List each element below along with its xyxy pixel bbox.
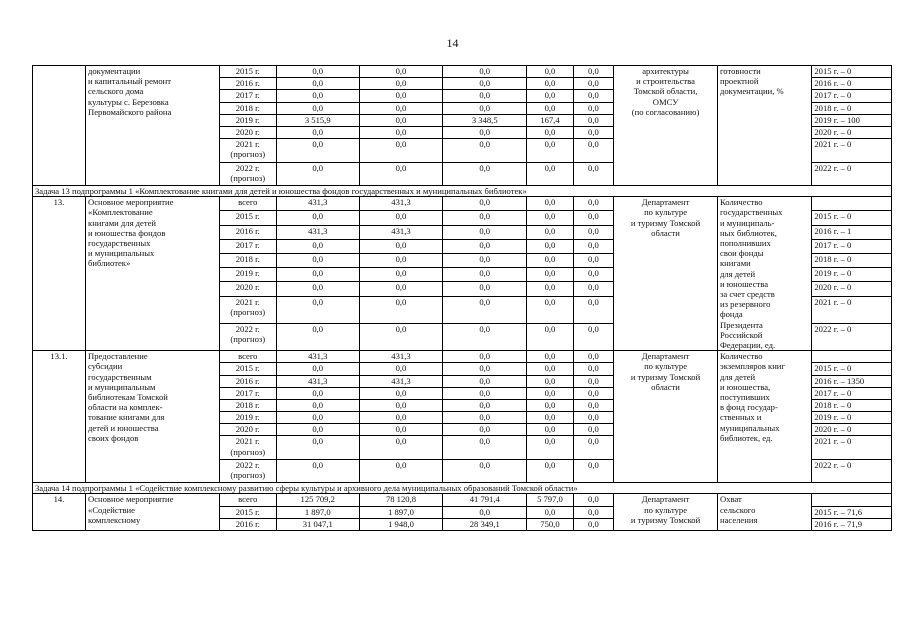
amount-cell-3: 0,0 (443, 459, 527, 482)
amount-cell-4: 0,0 (527, 239, 574, 253)
table-body (33, 66, 892, 531)
year-cell: 2018 г. (219, 102, 276, 114)
year-cell: 2020 г. (219, 282, 276, 296)
year-cell: 2016 г. (219, 375, 276, 387)
year-cell: 2018 г. (219, 399, 276, 411)
amount-cell-1: 0,0 (276, 162, 359, 185)
amount-cell-1: 431,3 (276, 375, 359, 387)
amount-cell-3: 3 348,5 (443, 114, 527, 126)
amount-cell-5: 0,0 (573, 102, 613, 114)
amount-cell-2: 78 120,8 (359, 494, 443, 506)
amount-cell-3: 0,0 (443, 424, 527, 436)
year-cell: 2020 г. (219, 424, 276, 436)
amount-cell-1: 125 709,2 (276, 494, 359, 506)
amount-cell-4: 0,0 (527, 282, 574, 296)
year-cell: 2017 г. (219, 387, 276, 399)
amount-cell-5: 0,0 (573, 424, 613, 436)
amount-cell-2: 0,0 (359, 211, 443, 225)
amount-cell-5: 0,0 (573, 90, 613, 102)
amount-cell-5: 0,0 (573, 239, 613, 253)
amount-cell-3: 0,0 (443, 211, 527, 225)
amount-cell-5: 0,0 (573, 459, 613, 482)
amount-cell-1: 0,0 (276, 436, 359, 459)
year-cell: 2020 г. (219, 126, 276, 138)
amount-cell-4: 0,0 (527, 323, 574, 350)
amount-cell-4: 5 797,0 (527, 494, 574, 506)
year-cell: всего (219, 197, 276, 211)
year-cell: всего (219, 494, 276, 506)
amount-cell-4: 0,0 (527, 126, 574, 138)
indicator-target: 2019 г. – 100 (812, 114, 892, 126)
indicator-target: 2022 г. – 0 (812, 459, 892, 482)
indicator-target: 2022 г. – 0 (812, 323, 892, 350)
amount-cell-1: 0,0 (276, 239, 359, 253)
year-cell: 2017 г. (219, 90, 276, 102)
amount-cell-1: 0,0 (276, 253, 359, 267)
amount-cell-4: 0,0 (527, 351, 574, 363)
indicator-name: готовности проектной документации, % (718, 66, 812, 186)
amount-cell-3: 0,0 (443, 90, 527, 102)
amount-cell-1: 0,0 (276, 399, 359, 411)
amount-cell-2: 0,0 (359, 436, 443, 459)
amount-cell-2: 0,0 (359, 296, 443, 323)
executor: архитектуры и строительства Томской области, ОМСУ (по согласованию) (614, 66, 718, 186)
indicator-target: 2016 г. – 1 (812, 225, 892, 239)
table-row (33, 66, 892, 78)
amount-cell-5: 0,0 (573, 66, 613, 78)
amount-cell-5: 0,0 (573, 282, 613, 296)
year-cell: 2019 г. (219, 412, 276, 424)
amount-cell-3: 0,0 (443, 375, 527, 387)
amount-cell-5: 0,0 (573, 436, 613, 459)
amount-cell-3: 0,0 (443, 139, 527, 162)
indicator-target: 2021 г. – 0 (812, 436, 892, 459)
amount-cell-4: 0,0 (527, 78, 574, 90)
indicator-target: 2019 г. – 0 (812, 412, 892, 424)
amount-cell-3: 0,0 (443, 296, 527, 323)
amount-cell-2: 0,0 (359, 363, 443, 375)
indicator-name: Количество экземпляров книг для детей и юношества, поступивших в фонд государ- ственных и муниципальных библиотек, ед. (718, 351, 812, 483)
indicator-target: 2020 г. – 0 (812, 282, 892, 296)
amount-cell-1: 0,0 (276, 268, 359, 282)
indicator-target: 2021 г. – 0 (812, 296, 892, 323)
amount-cell-2: 0,0 (359, 78, 443, 90)
amount-cell-4: 0,0 (527, 225, 574, 239)
amount-cell-5: 0,0 (573, 494, 613, 506)
amount-cell-2: 0,0 (359, 139, 443, 162)
amount-cell-2: 0,0 (359, 162, 443, 185)
indicator-target: 2020 г. – 0 (812, 424, 892, 436)
amount-cell-5: 0,0 (573, 296, 613, 323)
amount-cell-3: 0,0 (443, 66, 527, 78)
indicator-target: 2016 г. – 71,9 (812, 518, 892, 530)
year-cell: 2015 г. (219, 506, 276, 518)
amount-cell-3: 0,0 (443, 282, 527, 296)
amount-cell-4: 0,0 (527, 102, 574, 114)
amount-cell-5: 0,0 (573, 78, 613, 90)
amount-cell-4: 0,0 (527, 139, 574, 162)
amount-cell-4: 0,0 (527, 363, 574, 375)
amount-cell-2: 0,0 (359, 66, 443, 78)
indicator-target: 2018 г. – 0 (812, 399, 892, 411)
amount-cell-2: 0,0 (359, 412, 443, 424)
executor: Департамент по культуре и туризму Томской области (614, 351, 718, 483)
year-cell: 2022 г. (прогноз) (219, 323, 276, 350)
amount-cell-4: 0,0 (527, 253, 574, 267)
amount-cell-5: 0,0 (573, 363, 613, 375)
amount-cell-2: 431,3 (359, 225, 443, 239)
amount-cell-4: 0,0 (527, 197, 574, 211)
amount-cell-2: 431,3 (359, 351, 443, 363)
indicator-target: 2022 г. – 0 (812, 162, 892, 185)
amount-cell-5: 0,0 (573, 139, 613, 162)
task-title: Задача 14 подпрограммы 1 «Содействие комплексному развитию сферы культуры и архивного дела муниципальных образований Томской области» (33, 483, 892, 494)
indicator-name: Охват сельского населения (718, 494, 812, 531)
amount-cell-1: 3 515,9 (276, 114, 359, 126)
amount-cell-3: 0,0 (443, 239, 527, 253)
amount-cell-3: 41 791,4 (443, 494, 527, 506)
amount-cell-5: 0,0 (573, 253, 613, 267)
amount-cell-2: 431,3 (359, 375, 443, 387)
amount-cell-5: 0,0 (573, 225, 613, 239)
amount-cell-3: 0,0 (443, 102, 527, 114)
amount-cell-5: 0,0 (573, 162, 613, 185)
amount-cell-3: 0,0 (443, 253, 527, 267)
amount-cell-2: 1 897,0 (359, 506, 443, 518)
amount-cell-4: 0,0 (527, 296, 574, 323)
amount-cell-1: 0,0 (276, 211, 359, 225)
amount-cell-4: 0,0 (527, 375, 574, 387)
year-cell: 2021 г. (прогноз) (219, 436, 276, 459)
amount-cell-4: 0,0 (527, 66, 574, 78)
amount-cell-4: 0,0 (527, 268, 574, 282)
indicator-target: 2015 г. – 0 (812, 211, 892, 225)
year-cell: 2018 г. (219, 253, 276, 267)
amount-cell-5: 0,0 (573, 518, 613, 530)
amount-cell-2: 431,3 (359, 197, 443, 211)
event-name: Основное мероприятие «Содействие комплексному (86, 494, 220, 531)
amount-cell-4: 0,0 (527, 387, 574, 399)
amount-cell-4: 0,0 (527, 162, 574, 185)
amount-cell-1: 0,0 (276, 412, 359, 424)
year-cell: всего (219, 351, 276, 363)
indicator-target: 2017 г. – 0 (812, 239, 892, 253)
amount-cell-5: 0,0 (573, 387, 613, 399)
amount-cell-4: 0,0 (527, 399, 574, 411)
executor: Департамент по культуре и туризму Томской (614, 494, 718, 531)
amount-cell-3: 0,0 (443, 363, 527, 375)
amount-cell-1: 0,0 (276, 90, 359, 102)
amount-cell-3: 0,0 (443, 412, 527, 424)
amount-cell-5: 0,0 (573, 412, 613, 424)
table-row (33, 494, 892, 506)
amount-cell-3: 28 349,1 (443, 518, 527, 530)
amount-cell-1: 0,0 (276, 78, 359, 90)
year-cell: 2015 г. (219, 66, 276, 78)
indicator-target (812, 351, 892, 363)
amount-cell-2: 0,0 (359, 424, 443, 436)
amount-cell-2: 0,0 (359, 323, 443, 350)
year-cell: 2021 г. (прогноз) (219, 139, 276, 162)
amount-cell-1: 0,0 (276, 139, 359, 162)
event-name: Предоставление субсидии государственным и муниципальным библиотекам Томской области на комплек- тование книгами для детей и юношества своих фондов (86, 351, 220, 483)
amount-cell-5: 0,0 (573, 506, 613, 518)
amount-cell-4: 0,0 (527, 211, 574, 225)
indicator-target: 2016 г. – 0 (812, 78, 892, 90)
indicator-target (812, 494, 892, 506)
task-title: Задача 13 подпрограммы 1 «Комплектование книгами для детей и юношества фондов государственных и муниципальных библиотек» (33, 185, 892, 196)
amount-cell-3: 0,0 (443, 225, 527, 239)
amount-cell-4: 0,0 (527, 459, 574, 482)
amount-cell-4: 0,0 (527, 424, 574, 436)
year-cell: 2016 г. (219, 518, 276, 530)
amount-cell-1: 0,0 (276, 387, 359, 399)
indicator-target: 2018 г. – 0 (812, 253, 892, 267)
amount-cell-2: 0,0 (359, 114, 443, 126)
amount-cell-2: 0,0 (359, 253, 443, 267)
indicator-target: 2017 г. – 0 (812, 387, 892, 399)
indicator-target: 2020 г. – 0 (812, 126, 892, 138)
indicator-target: 2019 г. – 0 (812, 268, 892, 282)
amount-cell-1: 431,3 (276, 351, 359, 363)
table-row (33, 351, 892, 363)
year-cell: 2021 г. (прогноз) (219, 296, 276, 323)
amount-cell-4: 0,0 (527, 506, 574, 518)
amount-cell-2: 0,0 (359, 239, 443, 253)
indicator-target: 2021 г. – 0 (812, 139, 892, 162)
page-number: 14 (446, 36, 459, 50)
event-name: документации и капитальный ремонт сельского дома культуры с. Березовка Первомайского района (86, 66, 220, 186)
amount-cell-2: 0,0 (359, 282, 443, 296)
event-name: Основное мероприятие «Комплектование книгами для детей и юношества фондов государственных и муниципальных библиотек» (86, 197, 220, 351)
amount-cell-4: 0,0 (527, 436, 574, 459)
indicator-target: 2016 г. – 1350 (812, 375, 892, 387)
indicator-target: 2015 г. – 0 (812, 363, 892, 375)
amount-cell-1: 0,0 (276, 102, 359, 114)
row-number (33, 66, 86, 186)
amount-cell-3: 0,0 (443, 268, 527, 282)
amount-cell-4: 750,0 (527, 518, 574, 530)
amount-cell-2: 0,0 (359, 387, 443, 399)
amount-cell-4: 0,0 (527, 90, 574, 102)
indicator-target: 2017 г. – 0 (812, 90, 892, 102)
amount-cell-3: 0,0 (443, 126, 527, 138)
amount-cell-1: 0,0 (276, 323, 359, 350)
amount-cell-1: 0,0 (276, 126, 359, 138)
amount-cell-1: 0,0 (276, 66, 359, 78)
row-number: 14. (33, 494, 86, 531)
task-row (33, 483, 892, 494)
amount-cell-2: 0,0 (359, 268, 443, 282)
amount-cell-5: 0,0 (573, 399, 613, 411)
task-row (33, 185, 892, 196)
amount-cell-1: 431,3 (276, 225, 359, 239)
amount-cell-3: 0,0 (443, 162, 527, 185)
amount-cell-5: 0,0 (573, 197, 613, 211)
amount-cell-2: 0,0 (359, 399, 443, 411)
amount-cell-2: 0,0 (359, 102, 443, 114)
amount-cell-1: 0,0 (276, 459, 359, 482)
amount-cell-2: 0,0 (359, 126, 443, 138)
program-table (32, 65, 892, 531)
row-number: 13.1. (33, 351, 86, 483)
indicator-name: Количество государственных и муниципаль- ных библиотек, пополнивших свои фонды книгами для детей и юношества за счет средств из резервного фонда Президента Российской Федерации, ед. (718, 197, 812, 351)
year-cell: 2022 г. (прогноз) (219, 459, 276, 482)
year-cell: 2016 г. (219, 225, 276, 239)
amount-cell-3: 0,0 (443, 197, 527, 211)
amount-cell-5: 0,0 (573, 114, 613, 126)
amount-cell-3: 0,0 (443, 323, 527, 350)
amount-cell-3: 0,0 (443, 387, 527, 399)
year-cell: 2019 г. (219, 268, 276, 282)
amount-cell-1: 31 047,1 (276, 518, 359, 530)
amount-cell-3: 0,0 (443, 351, 527, 363)
amount-cell-1: 431,3 (276, 197, 359, 211)
amount-cell-5: 0,0 (573, 268, 613, 282)
indicator-target (812, 197, 892, 211)
amount-cell-1: 0,0 (276, 363, 359, 375)
year-cell: 2022 г. (прогноз) (219, 162, 276, 185)
amount-cell-1: 0,0 (276, 282, 359, 296)
year-cell: 2016 г. (219, 78, 276, 90)
executor: Департамент по культуре и туризму Томской области (614, 197, 718, 351)
amount-cell-3: 0,0 (443, 399, 527, 411)
amount-cell-3: 0,0 (443, 78, 527, 90)
amount-cell-4: 167,4 (527, 114, 574, 126)
year-cell: 2015 г. (219, 211, 276, 225)
year-cell: 2017 г. (219, 239, 276, 253)
amount-cell-5: 0,0 (573, 211, 613, 225)
amount-cell-2: 0,0 (359, 459, 443, 482)
amount-cell-3: 0,0 (443, 506, 527, 518)
amount-cell-2: 1 948,0 (359, 518, 443, 530)
amount-cell-5: 0,0 (573, 323, 613, 350)
year-cell: 2019 г. (219, 114, 276, 126)
amount-cell-1: 0,0 (276, 296, 359, 323)
year-cell: 2015 г. (219, 363, 276, 375)
amount-cell-4: 0,0 (527, 412, 574, 424)
amount-cell-2: 0,0 (359, 90, 443, 102)
amount-cell-3: 0,0 (443, 436, 527, 459)
amount-cell-5: 0,0 (573, 126, 613, 138)
amount-cell-1: 0,0 (276, 424, 359, 436)
table-row (33, 197, 892, 211)
amount-cell-1: 1 897,0 (276, 506, 359, 518)
indicator-target: 2015 г. – 71,6 (812, 506, 892, 518)
indicator-target: 2015 г. – 0 (812, 66, 892, 78)
amount-cell-5: 0,0 (573, 351, 613, 363)
amount-cell-5: 0,0 (573, 375, 613, 387)
row-number: 13. (33, 197, 86, 351)
indicator-target: 2018 г. – 0 (812, 102, 892, 114)
